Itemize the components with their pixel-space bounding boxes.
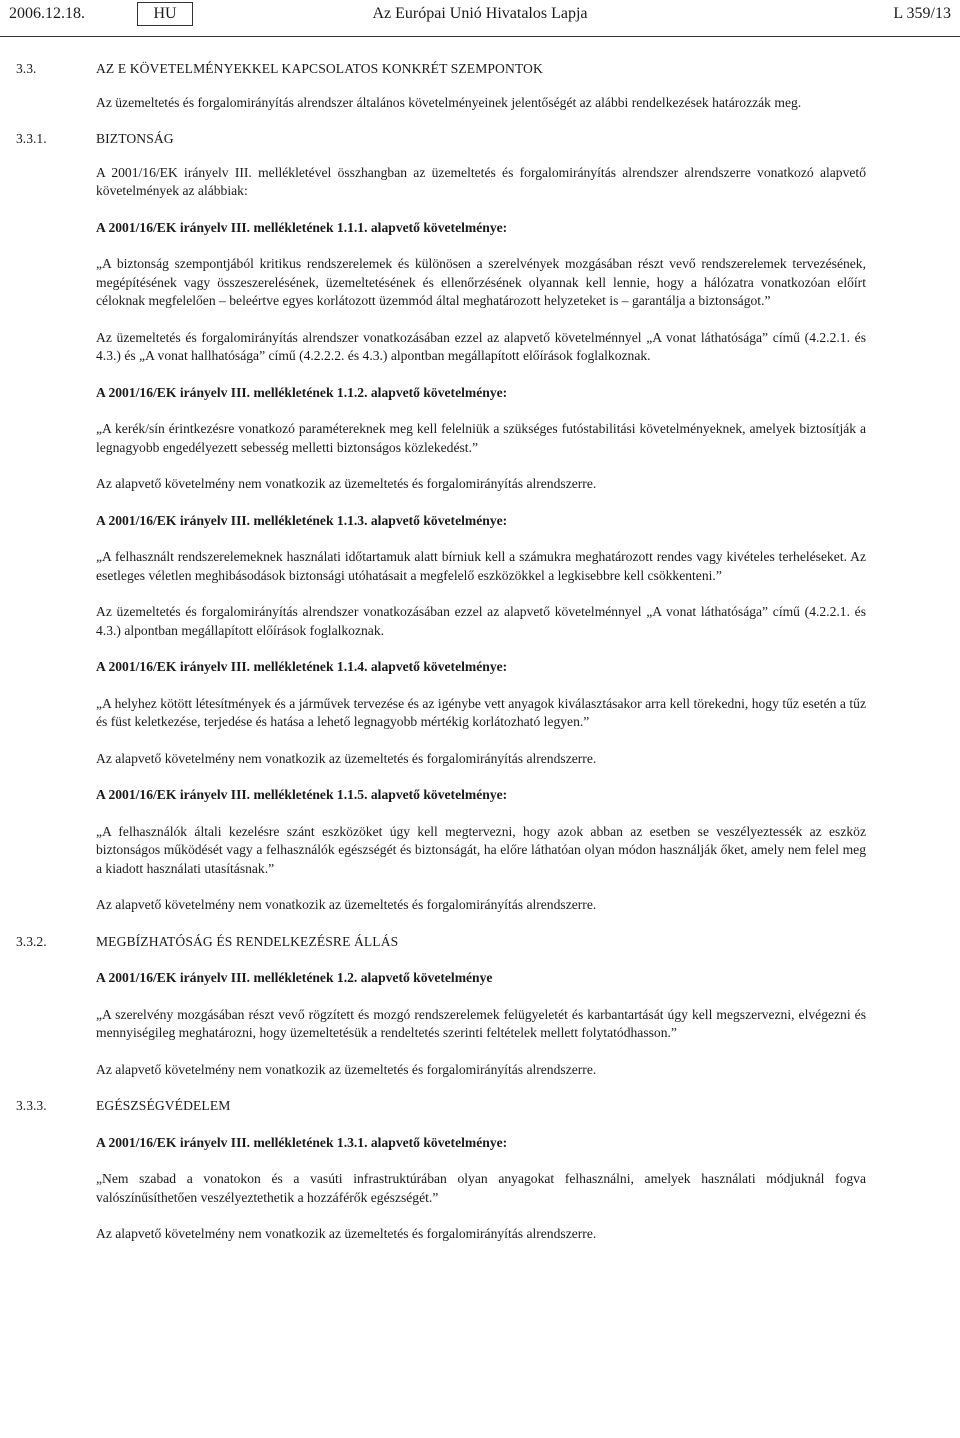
page-number: L 359/13 — [893, 5, 951, 22]
quote-paragraph: „A felhasználók általi kezelésre szánt eszközöket úgy kell megtervezni, hogy azok abban az esetben se veszélyeztessék az eszköz biztonságos működését vagy a felhasználók egészségét és biztonságát, ha előre láthatóan olyan módon használják őket, amely nem felel meg a kiadott használati utasításnak.” — [96, 823, 866, 876]
requirement-heading: A 2001/16/EK irányelv III. mellékletének 1.1.2. alapvető követelménye: — [96, 384, 508, 400]
section-number: 3.3.3. — [16, 1098, 47, 1113]
requirement-heading: A 2001/16/EK irányelv III. mellékletének 1.2. alapvető követelménye — [96, 970, 493, 985]
document-body — [0, 60, 960, 1244]
quote-paragraph: „A biztonság szempontjából kritikus rendszerelemek és különösen a szerelvények mozgásában részt vevő rendszerelemek tervezésének, megépítésének vagy összeszerelésének, üzemeltetésének és ellenőrzésének olyannak kell lennie, hogy a hálózatra vonatkozóan előírt céloknak megfelelően – beleértve egyes korlátozott üzemmód által meghatározott helyzeteket is – garantálja a biztonságot.” — [96, 256, 866, 308]
section-title: AZ E KÖVETELMÉNYEKKEL KAPCSOLATOS KONKRÉT SZEMPONTOK — [96, 61, 543, 76]
paragraph: A 2001/16/EK irányelv III. mellékletével összhangban az üzemeltetés és forgalomirányítás alrendszer alrendszerre vonatkozó alapvető követelmények az alábbiak: — [96, 164, 866, 198]
language-box: HU — [137, 2, 193, 26]
requirement-heading: A 2001/16/EK irányelv III. mellékletének 1.1.3. alapvető követelménye: — [96, 512, 508, 528]
journal-title: Az Európai Unió Hivatalos Lapja — [372, 5, 588, 22]
quote-paragraph: „A felhasznált rendszerelemeknek használati időtartamuk alatt bírniuk kell a számukra meghatározott rendes vagy kivételes terheléseket. Az esetleges véletlen meghibásodások biztonsági utóhatásait a megfelelő eszközökkel a legkisebbre kell csökkenteni.” — [96, 549, 866, 583]
section-title: EGÉSZSÉGVÉDELEM — [96, 1098, 231, 1113]
paragraph: Az alapvető követelmény nem vonatkozik az üzemeltetés és forgalomirányítás alrendszerre. — [96, 1226, 597, 1241]
section-title: BIZTONSÁG — [96, 131, 174, 146]
section-number: 3.3.2. — [16, 933, 47, 949]
section-heading — [0, 60, 960, 79]
section-heading — [0, 933, 960, 952]
quote-paragraph: „Nem szabad a vonatokon és a vasúti infrastruktúrában olyan anyagokat felhasználni, amelyek használati módjuknál fogva valószínűsíthetően veszélyeztethetik a hozzáférők egészségét.” — [96, 1171, 866, 1205]
paragraph: Az alapvető követelmény nem vonatkozik az üzemeltetés és forgalomirányítás alrendszerre. — [96, 897, 597, 912]
requirement-heading: A 2001/16/EK irányelv III. mellékletének 1.1.1. alapvető követelménye: — [96, 219, 508, 235]
requirement-heading: A 2001/16/EK irányelv III. mellékletének 1.1.5. alapvető követelménye: — [96, 787, 508, 802]
section-number: 3.3. — [16, 61, 37, 76]
section-heading — [0, 130, 960, 149]
requirement-heading: A 2001/16/EK irányelv III. mellékletének 1.3.1. alapvető követelménye: — [96, 1134, 508, 1150]
section-title: MEGBÍZHATÓSÁG ÉS RENDELKEZÉSRE ÁLLÁS — [96, 933, 399, 949]
quote-paragraph: „A helyhez kötött létesítmények és a járművek tervezése és az igénybe vett anyagok kiválasztásakor arra kell törekedni, hogy tűz esetén a tűz és füst keletkezése, terjedése és hatása a lehető legnagyobb mértékig korlátozható legyen.” — [96, 695, 866, 729]
quote-paragraph: „A szerelvény mozgásában részt vevő rögzített és mozgó rendszerelemek felügyeletét és karbantartását úgy kell megszervezni, elvégezni és mennyiségileg meghatározni, hogy üzemeltetésük a rendeltetés szerinti feltételek mellett folytatódhasson.” — [96, 1006, 866, 1040]
requirement-heading: A 2001/16/EK irányelv III. mellékletének 1.1.4. alapvető követelménye: — [96, 659, 508, 674]
paragraph: Az üzemeltetés és forgalomirányítás alrendszer vonatkozásában ezzel az alapvető követelménnyel „A vonat láthatósága” című (4.2.2.1. és 4.3.) alpontban megállapított előírások foglalkoznak. — [96, 604, 866, 638]
section-heading — [0, 1097, 960, 1116]
publication-date: 2006.12.18. — [9, 5, 85, 22]
paragraph: Az üzemeltetés és forgalomirányítás alrendszer vonatkozásában ezzel az alapvető követelménnyel „A vonat láthatósága” című (4.2.2.1. és 4.3.) és „A vonat hallhatósága” című (4.2.2.2. és 4.3.) alpontban megállapított előírások foglalkoznak. — [96, 329, 866, 363]
paragraph: Az alapvető követelmény nem vonatkozik az üzemeltetés és forgalomirányítás alrendszerre. — [96, 750, 597, 766]
section-number: 3.3.1. — [16, 131, 47, 146]
paragraph: Az alapvető követelmény nem vonatkozik az üzemeltetés és forgalomirányítás alrendszerre. — [96, 476, 597, 491]
paragraph: Az üzemeltetés és forgalomirányítás alrendszer általános követelményeinek jelentőségét az alábbi rendelkezések határozzák meg. — [96, 94, 802, 110]
paragraph: Az alapvető követelmény nem vonatkozik az üzemeltetés és forgalomirányítás alrendszerre. — [96, 1061, 597, 1077]
page-header — [0, 0, 960, 37]
quote-paragraph: „A kerék/sín érintkezésre vonatkozó paramétereknek meg kell felelniük a szükséges futóstabilitási követelményeknek, amelyek biztosítják a legnagyobb engedélyezett sebesség melletti biztonságos közlekedést.” — [96, 421, 866, 455]
